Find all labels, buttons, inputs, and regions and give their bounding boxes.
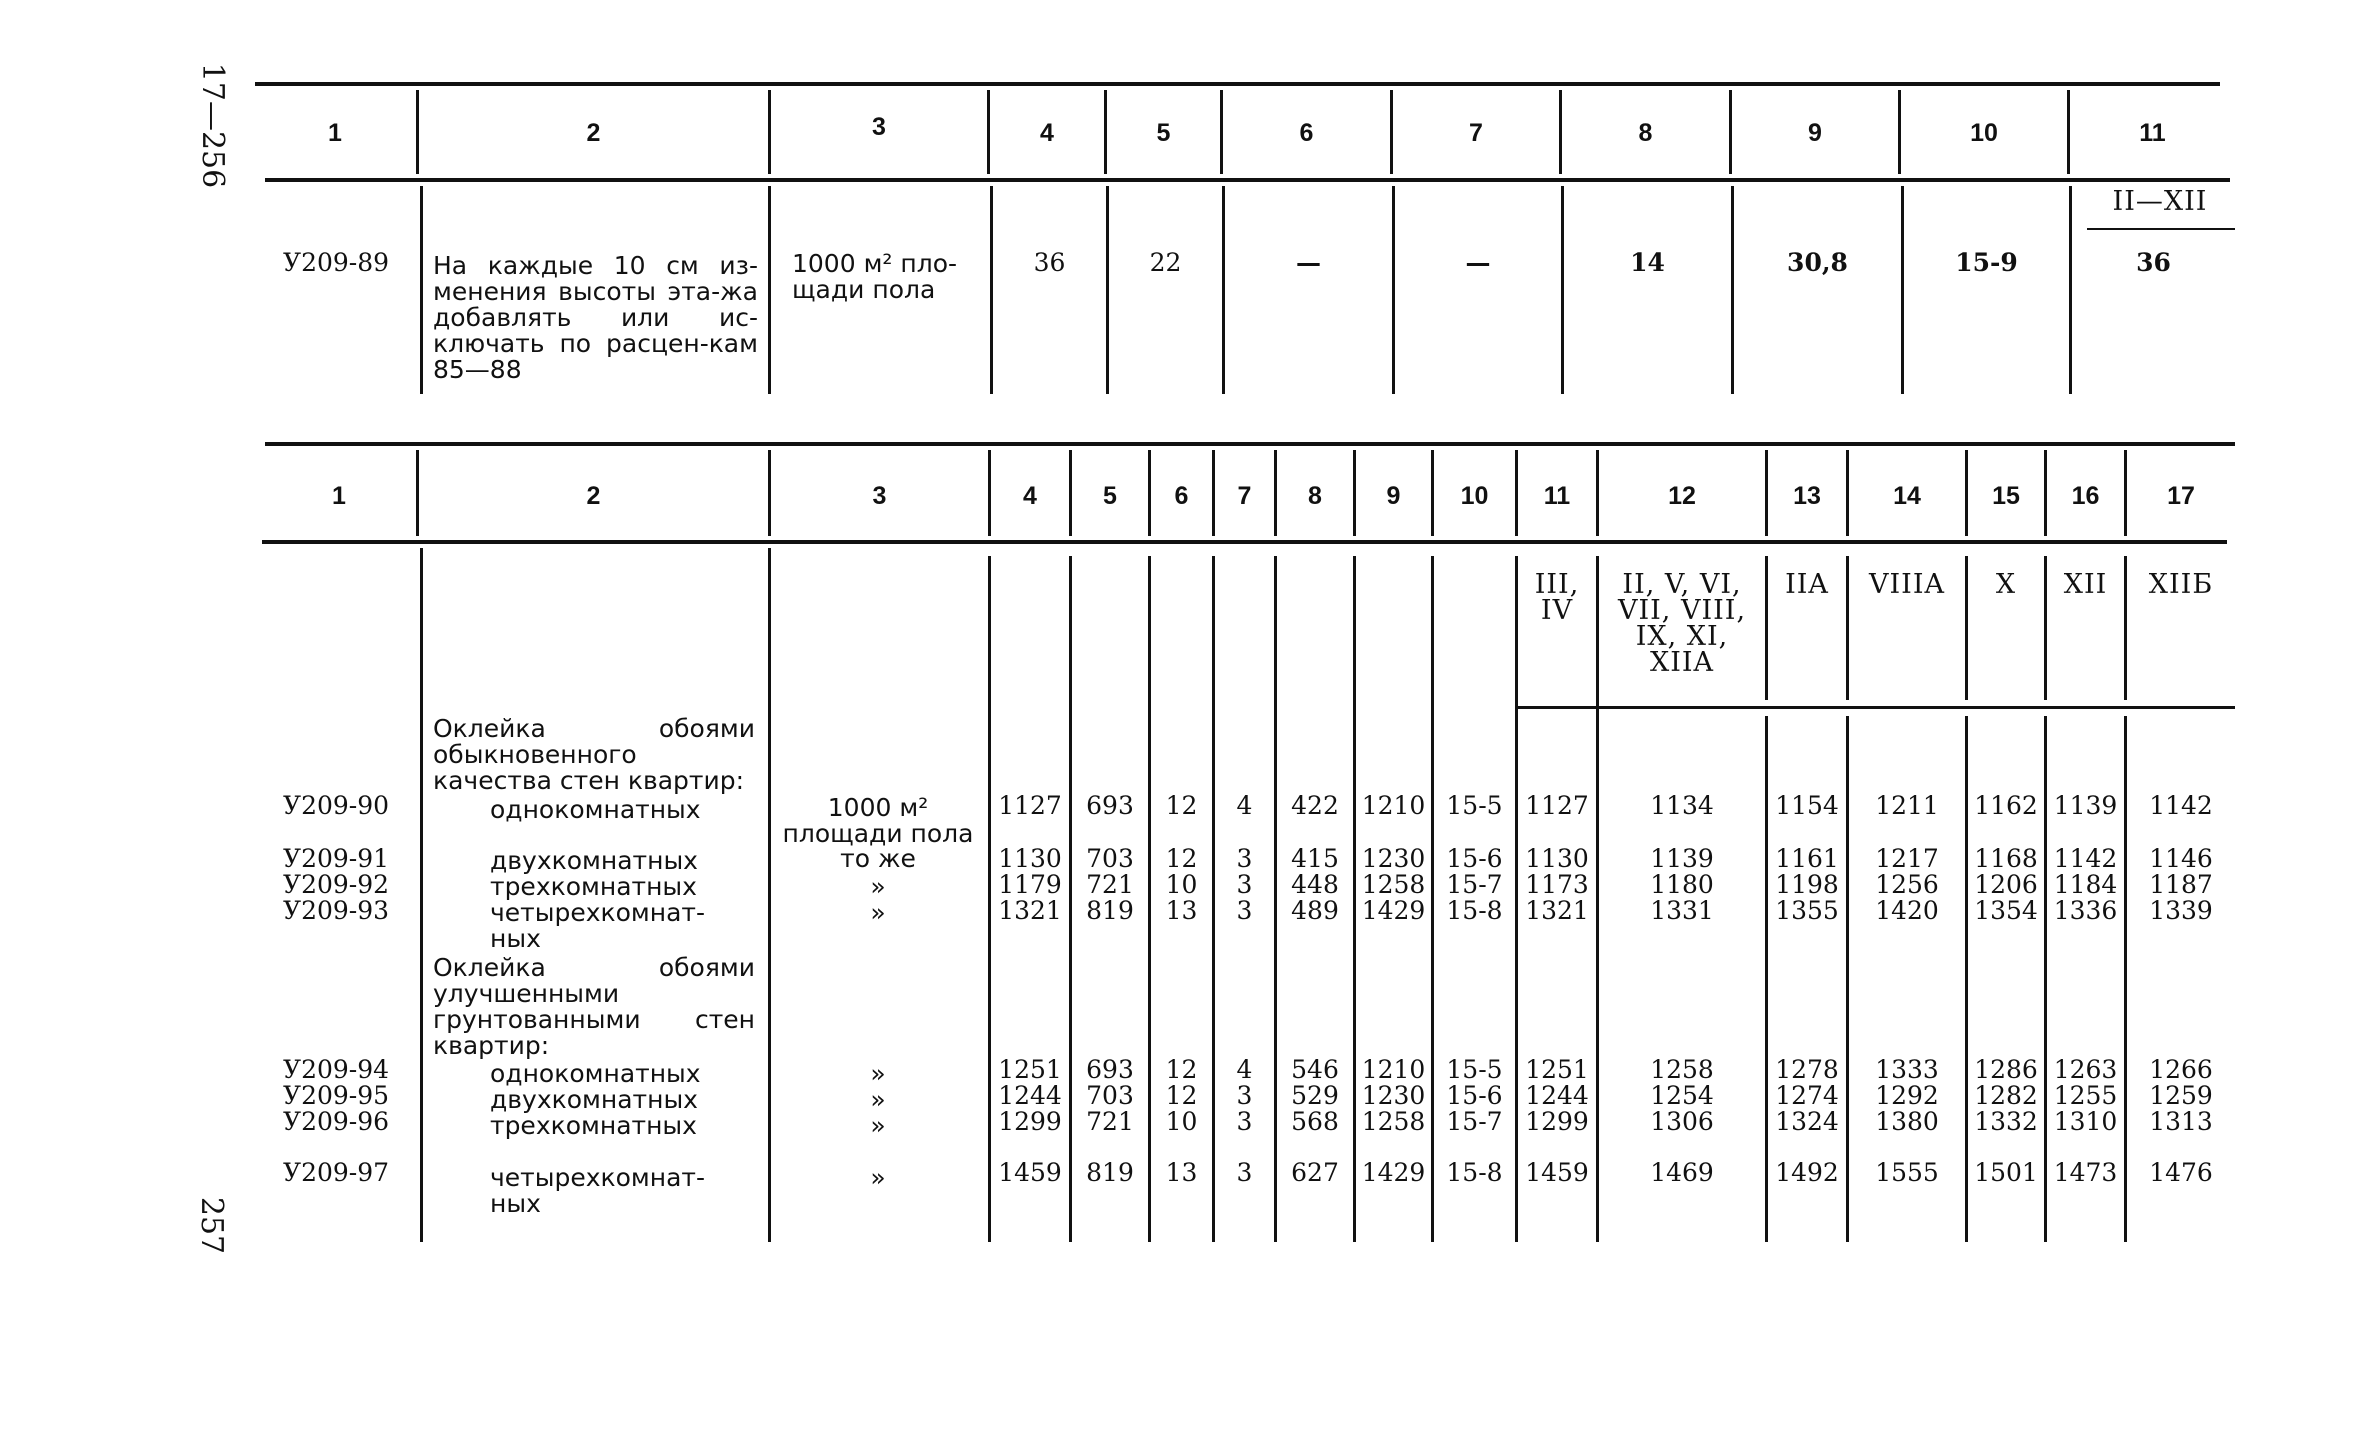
- row-value-col-17: 1146: [2149, 844, 2213, 873]
- row-value-col-13: 1198: [1775, 870, 1839, 899]
- row-value-col-5: 703: [1086, 844, 1134, 873]
- row-value-col-12: 1258: [1650, 1055, 1714, 1084]
- row-value-col-9: 1230: [1361, 1081, 1426, 1110]
- page-number-top: 17—256: [195, 62, 231, 189]
- t1-val-6: —: [1296, 248, 1321, 277]
- t2-header-5: 5: [1103, 482, 1117, 510]
- row-value-col-7: 3: [1236, 896, 1253, 925]
- row-value-col-5: 703: [1086, 1081, 1134, 1110]
- row-value-col-12: 1180: [1650, 870, 1714, 899]
- row-value-col-6: 10: [1165, 1107, 1198, 1136]
- row-value-col-13: 1324: [1775, 1107, 1839, 1136]
- row-value-col-4: 1179: [998, 870, 1062, 899]
- row-value-col-16: 1255: [2053, 1081, 2118, 1110]
- row-value-col-10: 15-6: [1446, 844, 1503, 873]
- row-value-col-5: 819: [1086, 1158, 1134, 1187]
- row-value-col-8: 546: [1291, 1055, 1339, 1084]
- row-value-col-11: 1459: [1525, 1158, 1589, 1187]
- t1-val-5: 22: [1149, 248, 1182, 277]
- row-name: четырехкомнат-ных: [490, 1163, 706, 1218]
- row-unit: »: [870, 872, 886, 901]
- group-2-title: Оклейка обоями улучшенными грунтованными стен квартир:: [433, 953, 755, 1060]
- row-value-col-7: 3: [1236, 844, 1253, 873]
- row-value-col-6: 12: [1165, 844, 1198, 873]
- row-value-col-4: 1321: [998, 896, 1062, 925]
- row-name: трехкомнатных: [490, 872, 697, 901]
- row-name: однокомнатных: [490, 1059, 701, 1088]
- row-value-col-15: 1168: [1974, 844, 2038, 873]
- row-value-col-14: 1292: [1875, 1081, 1939, 1110]
- row-value-col-7: 4: [1236, 1055, 1253, 1084]
- row-value-col-17: 1266: [2149, 1055, 2213, 1084]
- row-value-col-9: 1429: [1361, 1158, 1426, 1187]
- row-value-col-13: 1274: [1775, 1081, 1839, 1110]
- row-value-col-14: 1217: [1875, 844, 1939, 873]
- row-value-col-6: 13: [1165, 896, 1198, 925]
- row-value-col-11: 1130: [1525, 844, 1589, 873]
- t1-header-6: 6: [1299, 119, 1314, 147]
- t2-header-7: 7: [1237, 482, 1252, 510]
- row-value-col-11: 1251: [1525, 1055, 1589, 1084]
- region-XIIB: XIIБ: [2148, 569, 2214, 600]
- row-name: однокомнатных: [490, 795, 701, 824]
- row-value-col-12: 1306: [1650, 1107, 1714, 1136]
- row-value-col-8: 568: [1291, 1107, 1339, 1136]
- t1-header-11: 11: [2139, 119, 2166, 147]
- t1-description: На каждые 10 см из-менения высоты эта-жа добавлять или ис-ключать по расцен-кам 85—88: [433, 251, 758, 384]
- row-value-col-14: 1380: [1875, 1107, 1939, 1136]
- row-value-col-9: 1429: [1361, 896, 1426, 925]
- row-value-col-17: 1259: [2149, 1081, 2213, 1110]
- row-value-col-4: 1299: [998, 1107, 1062, 1136]
- t2-header-12: 12: [1668, 482, 1696, 510]
- row-value-col-15: 1162: [1974, 791, 2038, 820]
- row-value-col-10: 15-7: [1446, 1107, 1503, 1136]
- region-VIIIA: VIIIA: [1869, 569, 1945, 600]
- row-value-col-4: 1130: [998, 844, 1062, 873]
- row-value-col-17: 1313: [2149, 1107, 2213, 1136]
- row-value-col-4: 1459: [998, 1158, 1062, 1187]
- t1-val-4: 36: [1033, 248, 1066, 277]
- row-name: двухкомнатных: [490, 846, 698, 875]
- row-unit: »: [870, 1059, 886, 1088]
- row-value-col-15: 1332: [1974, 1107, 2038, 1136]
- t2-header-9: 9: [1386, 482, 1401, 510]
- row-value-col-16: 1184: [2053, 870, 2118, 899]
- row-value-col-16: 1139: [2053, 791, 2118, 820]
- t2-header-13: 13: [1793, 482, 1821, 510]
- t1-header-10: 10: [1970, 119, 1998, 147]
- row-value-col-15: 1354: [1974, 896, 2038, 925]
- row-value-col-14: 1420: [1875, 896, 1939, 925]
- row-value-col-12: 1254: [1650, 1081, 1714, 1110]
- row-value-col-14: 1333: [1875, 1055, 1939, 1084]
- t1-val-10: 15-9: [1955, 248, 2018, 277]
- row-value-col-13: 1492: [1775, 1158, 1839, 1187]
- t1-header-7: 7: [1469, 119, 1483, 147]
- row-name: двухкомнатных: [490, 1085, 698, 1114]
- region-X: X: [1995, 569, 2017, 600]
- row-value-col-12: 1469: [1650, 1158, 1714, 1187]
- row-value-col-12: 1331: [1650, 896, 1714, 925]
- t1-header-9: 9: [1808, 119, 1822, 147]
- row-value-col-9: 1210: [1361, 1055, 1426, 1084]
- row-value-col-10: 15-6: [1446, 1081, 1503, 1110]
- row-value-col-11: 1173: [1525, 870, 1589, 899]
- group-1-title: Оклейка обоями обыкновенного качества стен квартир:: [433, 714, 755, 795]
- row-value-col-5: 721: [1086, 1107, 1134, 1136]
- row-value-col-6: 12: [1165, 1055, 1198, 1084]
- row-value-col-15: 1501: [1974, 1158, 2038, 1187]
- row-code: У209-97: [283, 1158, 390, 1187]
- row-unit: »: [870, 1163, 886, 1192]
- t2-header-6: 6: [1174, 482, 1189, 510]
- row-unit: »: [870, 1085, 886, 1114]
- row-value-col-12: 1139: [1650, 844, 1714, 873]
- t2-header-11: 11: [1543, 482, 1571, 510]
- row-value-col-8: 529: [1291, 1081, 1339, 1110]
- row-value-col-15: 1282: [1974, 1081, 2038, 1110]
- row-code: У209-93: [283, 896, 390, 925]
- row-value-col-7: 4: [1236, 791, 1253, 820]
- row-value-col-14: 1211: [1875, 791, 1939, 820]
- row-value-col-12: 1134: [1650, 791, 1714, 820]
- row-value-col-4: 1127: [998, 791, 1062, 820]
- row-value-col-7: 3: [1236, 1158, 1253, 1187]
- row-value-col-8: 448: [1291, 870, 1339, 899]
- row-value-col-5: 693: [1086, 1055, 1134, 1084]
- row-value-col-5: 721: [1086, 870, 1134, 899]
- row-value-col-13: 1154: [1775, 791, 1839, 820]
- page-number-bottom: 257: [194, 1196, 230, 1255]
- row-value-col-16: 1473: [2053, 1158, 2118, 1187]
- t1-header-5: 5: [1156, 119, 1171, 147]
- row-value-col-8: 627: [1291, 1158, 1339, 1187]
- t2-header-17: 17: [2167, 482, 2195, 510]
- t1-subheader-11: II—XII: [2112, 186, 2208, 217]
- row-value-col-6: 13: [1165, 1158, 1198, 1187]
- row-value-col-4: 1244: [998, 1081, 1062, 1110]
- region-XII: XII: [2063, 569, 2108, 600]
- row-value-col-16: 1310: [2053, 1107, 2118, 1136]
- t2-header-1: 1: [332, 482, 346, 510]
- row-value-col-5: 693: [1086, 791, 1134, 820]
- region-III-IV: III, IV: [1534, 569, 1580, 626]
- row-code: У209-90: [283, 791, 390, 820]
- row-value-col-7: 3: [1236, 1081, 1253, 1110]
- row-value-col-15: 1206: [1974, 870, 2038, 899]
- row-value-col-7: 3: [1236, 1107, 1253, 1136]
- row-value-col-17: 1476: [2149, 1158, 2213, 1187]
- row-value-col-16: 1263: [2053, 1055, 2118, 1084]
- row-code: У209-92: [283, 870, 390, 899]
- t2-header-15: 15: [1992, 482, 2020, 510]
- t1-unit: 1000 м² пло-щади пола: [792, 249, 958, 304]
- row-value-col-8: 415: [1291, 844, 1339, 873]
- row-value-col-10: 15-5: [1446, 791, 1503, 820]
- t1-header-3: 3: [872, 113, 886, 141]
- row-value-col-5: 819: [1086, 896, 1134, 925]
- row-code: У209-95: [283, 1081, 390, 1110]
- row-value-col-4: 1251: [998, 1055, 1062, 1084]
- region-IIA: IIA: [1785, 569, 1829, 600]
- t1-val-11: 36: [2136, 248, 2171, 277]
- row-value-col-10: 15-7: [1446, 870, 1503, 899]
- row-value-col-13: 1278: [1775, 1055, 1839, 1084]
- row-unit: »: [870, 1111, 886, 1140]
- row-unit: 1000 м² площади пола: [782, 793, 974, 848]
- t2-header-14: 14: [1893, 482, 1921, 510]
- row-value-col-17: 1187: [2149, 870, 2213, 899]
- t1-header-1: 1: [328, 119, 342, 147]
- row-value-col-10: 15-8: [1446, 1158, 1503, 1187]
- row-unit: »: [870, 898, 886, 927]
- t2-header-10: 10: [1460, 482, 1489, 510]
- row-name: трехкомнатных: [490, 1111, 697, 1140]
- row-value-col-16: 1142: [2053, 844, 2118, 873]
- row-code: У209-96: [283, 1107, 390, 1136]
- row-value-col-10: 15-8: [1446, 896, 1503, 925]
- row-value-col-11: 1299: [1525, 1107, 1589, 1136]
- row-value-col-11: 1244: [1525, 1081, 1589, 1110]
- t1-val-8: 14: [1630, 248, 1665, 277]
- row-value-col-6: 10: [1165, 870, 1198, 899]
- t1-code: У209-89: [283, 248, 390, 277]
- t2-header-8: 8: [1308, 482, 1322, 510]
- t1-header-4: 4: [1040, 119, 1054, 147]
- t1-val-9: 30,8: [1787, 248, 1848, 277]
- t1-header-8: 8: [1638, 119, 1653, 147]
- row-value-col-13: 1161: [1775, 844, 1839, 873]
- region-II-XIIA: II, V, VI, VII, VIII, IX, XI, XIIA: [1617, 569, 1747, 678]
- t2-header-2: 2: [586, 482, 601, 510]
- row-value-col-17: 1339: [2149, 896, 2213, 925]
- row-value-col-8: 489: [1291, 896, 1339, 925]
- t1-val-7: —: [1465, 248, 1491, 277]
- row-value-col-16: 1336: [2053, 896, 2118, 925]
- row-value-col-9: 1230: [1361, 844, 1426, 873]
- row-code: У209-94: [283, 1055, 390, 1084]
- row-value-col-9: 1210: [1361, 791, 1426, 820]
- row-value-col-9: 1258: [1361, 870, 1426, 899]
- t2-header-4: 4: [1023, 482, 1037, 510]
- row-value-col-9: 1258: [1361, 1107, 1426, 1136]
- row-value-col-14: 1256: [1875, 870, 1939, 899]
- row-unit: то же: [840, 844, 916, 873]
- row-value-col-14: 1555: [1875, 1158, 1939, 1187]
- t1-header-2: 2: [586, 119, 601, 147]
- row-value-col-17: 1142: [2149, 791, 2213, 820]
- row-value-col-7: 3: [1236, 870, 1253, 899]
- t2-header-16: 16: [2071, 482, 2100, 510]
- row-value-col-6: 12: [1165, 791, 1198, 820]
- row-value-col-11: 1321: [1525, 896, 1589, 925]
- row-value-col-11: 1127: [1525, 791, 1589, 820]
- row-value-col-15: 1286: [1974, 1055, 2038, 1084]
- row-code: У209-91: [283, 844, 390, 873]
- row-value-col-13: 1355: [1775, 896, 1839, 925]
- row-value-col-6: 12: [1165, 1081, 1198, 1110]
- t2-header-3: 3: [872, 482, 887, 510]
- row-value-col-8: 422: [1291, 791, 1339, 820]
- row-value-col-10: 15-5: [1446, 1055, 1503, 1084]
- row-name: четырехкомнат-ных: [490, 898, 706, 953]
